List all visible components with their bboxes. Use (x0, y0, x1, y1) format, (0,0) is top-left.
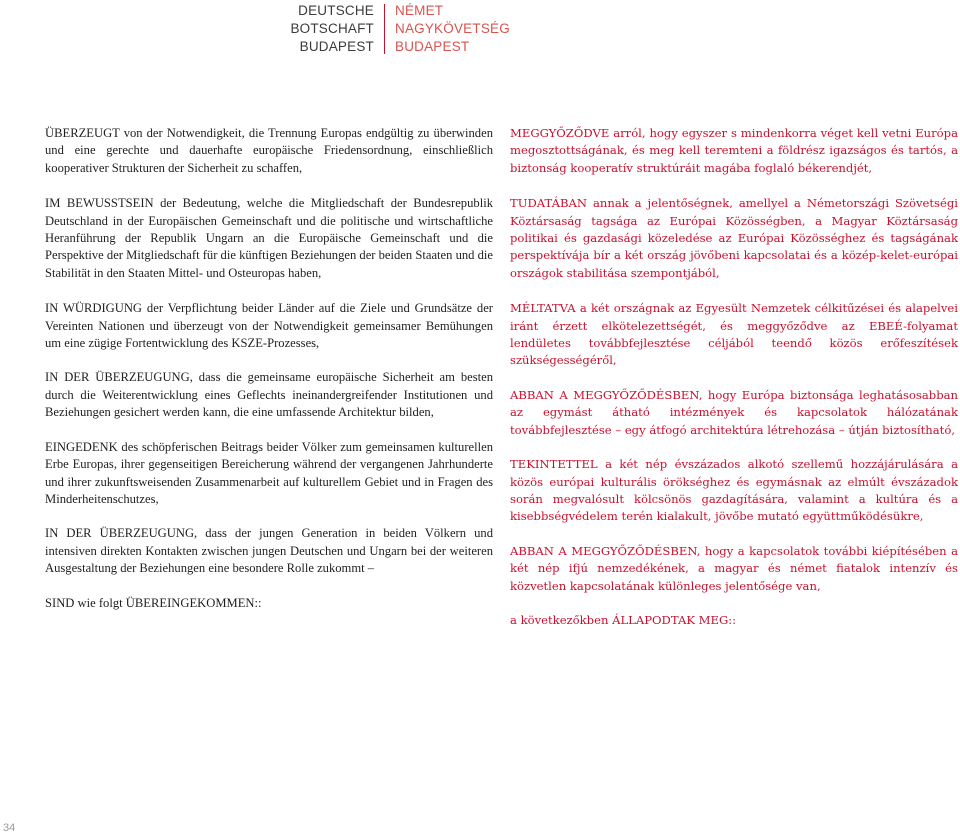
german-paragraph: IN DER ÜBERZEUGUNG, dass der jungen Generation in beiden Völkern und intensiven direkten Kontakten zwischen jungen Deutschen und Ungarn bei der weiteren Ausgestaltung der Beziehungen eine besondere Rolle zukommt – (45, 526, 493, 576)
header-hungarian-line: NÉMET (395, 3, 444, 18)
hungarian-paragraph: TEKINTETTEL a két nép évszázados alkotó szellemű hozzájárulására a közös európai kulturális örökséghez és egymásnak az elmúlt évszázadok során megvalósult kölcsönös gazdagítására, valamint a kultúra és a kisebbségvédelem terén kialakult, jövőbe mutató együttműködésükre, (510, 457, 958, 524)
german-paragraph: ÜBERZEUGT von der Notwendigkeit, die Trennung Europas endgültig zu überwinden und eine gerechte und dauerhafte europäische Friedensordnung, einschließlich kooperativer Strukturen der Sicherheit zu schaffen, (45, 126, 493, 175)
hungarian-paragraph: TUDATÁBAN annak a jelentőségnek, amellyel a Németországi Szövetségi Köztársaság tagsága az Európai Közösségben, a Magyar Köztársaság politikai és gazdasági közeledése az Európai Közösséghez és tagságának perspektívája bír a két ország jövőbeni kapcsolatai és a közép-kelet-európai országok stabilitása szempontjából, (510, 196, 958, 280)
german-column (45, 125, 493, 612)
header-german-line: BUDAPEST (299, 39, 374, 54)
hungarian-paragraph: a következőkben ÁLLAPODTAK MEG:: (510, 612, 737, 627)
header-german-line: BOTSCHAFT (290, 21, 374, 36)
header-german-line: DEUTSCHE (298, 3, 374, 18)
header-divider (384, 4, 385, 54)
header-hungarian-line: NAGYKÖVETSÉG (395, 21, 510, 36)
german-paragraph: SIND wie folgt ÜBEREINGEKOMMEN:: (45, 595, 262, 610)
hungarian-paragraph: MÉLTATVA a két országnak az Egyesült Nemzetek célkitűzései és alapelvei iránt érzett elkötelezettségét, és meggyőződve az EBEÉ-folyamat lendületes továbbfejlesztése céljából teendő közös erőfeszítések szükségességéről, (510, 301, 958, 368)
hungarian-paragraph: ABBAN A MEGGYŐZŐDÉSBEN, hogy Európa biztonsága leghatásosabban az egymást átható intézmények és kapcsolatok hálózatának továbbfejlesztése – egy átfogó architektúra létrehozása – útján biztosítható, (510, 387, 958, 437)
embassy-header (0, 2, 960, 58)
hungarian-column (510, 125, 958, 629)
header-hungarian (395, 2, 595, 56)
page-number: 34 (3, 822, 16, 834)
german-paragraph: IN WÜRDIGUNG der Verpflichtung beider Länder auf die Ziele und Grundsätze der Vereinten Nationen und überzeugt von der Notwendigkeit gemeinsamer Bemühungen um eine zügige Fortentwicklung des KSZE-Prozesses, (45, 301, 493, 351)
hungarian-paragraph: ABBAN A MEGGYŐZŐDÉSBEN, hogy a kapcsolatok további kiépítésében a két nép ifjú nemzedékének, a magyar és német fiatalok intenzív és közvetlen kapcsolatának különleges jelentősége van, (510, 543, 958, 593)
german-paragraph: IN DER ÜBERZEUGUNG, dass die gemeinsame europäische Sicherheit am besten durch die Weiterentwicklung eines Geflechts ineinandergreifender Institutionen und Beziehungen gesichert werden kann, die eine umfassende Architektur bilden, (45, 370, 493, 420)
german-paragraph: EINGEDENK des schöpferischen Beitrags beider Völker zum gemeinsamen kulturellen Erbe Europas, ihrer gegenseitigen Bereicherung während der vergangenen Jahrhunderte und ihrer zukunftsweisenden Zusammenarbeit auf kulturellem Gebiet und in Fragen des Minderheitenschutzes, (45, 439, 493, 506)
hungarian-paragraph: MEGGYŐZŐDVE arról, hogy egyszer s mindenkorra véget kell vetni Európa megosztottságának, és meg kell teremteni a földrész igazságos és tartós, a biztonság kooperatív struktúráit magába foglaló békerendjét, (510, 126, 958, 175)
header-hungarian-line: BUDAPEST (395, 39, 470, 54)
header-german (214, 2, 374, 56)
german-paragraph: IM BEWUSSTSEIN der Bedeutung, welche die Mitgliedschaft der Bundesrepublik Deutschland in der Europäischen Gemeinschaft und die politische und wirtschaftliche Heranführung der Republik Ungarn an die Europäische Gemeinschaft und die Perspektive der Mitgliedschaft für die künftigen Beziehungen der beiden Staaten und die Stabilität in den Staaten Mittel- und Osteuropas haben, (45, 196, 493, 280)
